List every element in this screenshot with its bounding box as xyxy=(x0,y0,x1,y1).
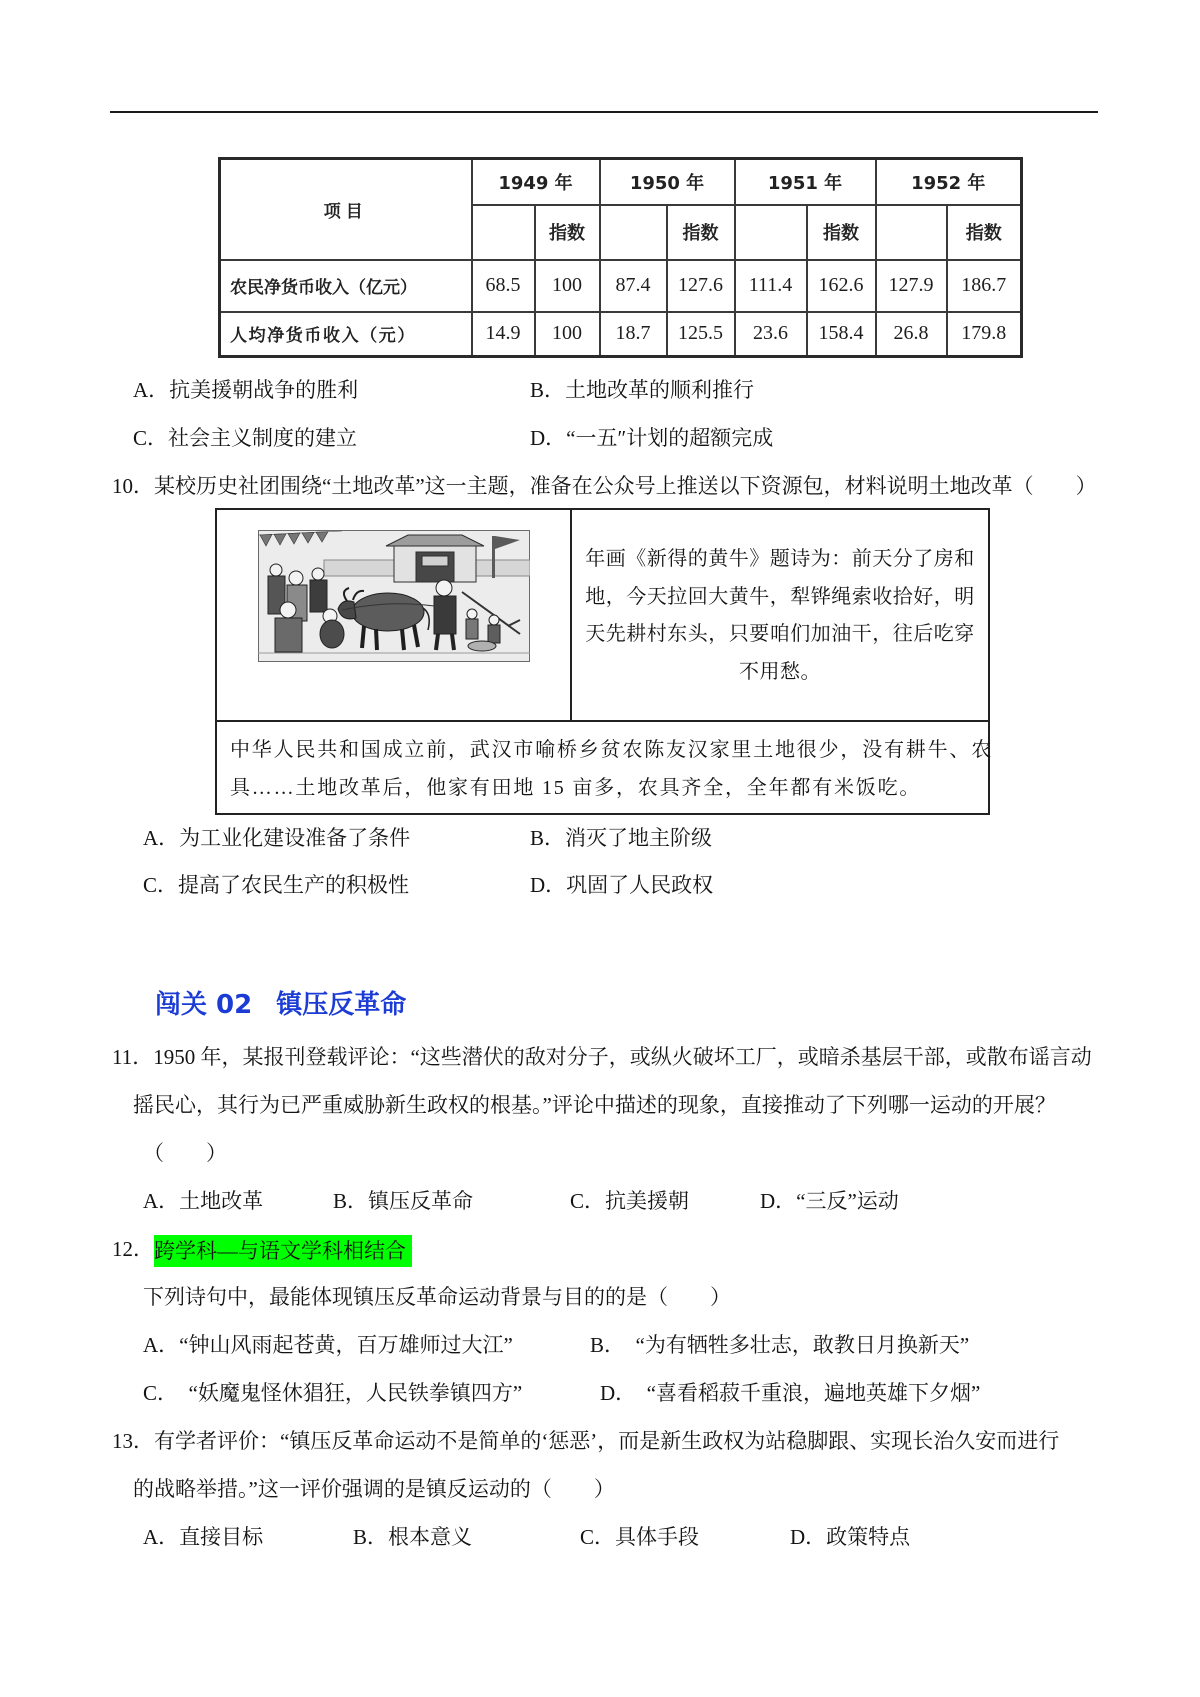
q10-option-c: C．提高了农民生产的积极性 xyxy=(143,873,410,897)
index-subheader: 指数 xyxy=(807,205,876,260)
material-account-cell xyxy=(217,722,993,813)
q11-answer-blank: （ ） xyxy=(143,1141,227,1165)
income-table xyxy=(218,157,1023,358)
table-cell: 68.5 xyxy=(472,260,535,312)
q10-stem: 10．某校历史社团围绕“土地改革”这一主题，准备在公众号上推送以下资源包，材料说明土地改革（ ） xyxy=(112,474,1097,498)
q9-option-c: C．社会主义制度的建立 xyxy=(133,426,358,450)
table-cell: 26.8 xyxy=(876,312,947,357)
q13-option-a: A．直接目标 xyxy=(143,1525,264,1549)
table-cell: 158.4 xyxy=(807,312,876,357)
blank-subheader xyxy=(735,205,807,260)
table-cell: 127.9 xyxy=(876,260,947,312)
cross-subject-tag: 跨学科—与语文学科相结合 xyxy=(154,1235,412,1267)
account-line: 中华人民共和国成立前，武汉市喻桥乡贫农陈友汉家里土地很少，没有耕牛、农 xyxy=(230,739,993,761)
table-cell: 100 xyxy=(535,312,600,357)
row-label: 农民净货币收入（亿元） xyxy=(220,260,472,312)
section-title: 镇压反革命 xyxy=(276,990,407,1020)
q9-option-d: D．“一五″计划的超额完成 xyxy=(530,426,774,450)
table-header-row xyxy=(220,159,1022,205)
account-line: 具……土地改革后，他家有田地 15 亩多，农具齐全，全年都有米饭吃。 xyxy=(230,777,922,799)
item-header: 项目 xyxy=(220,159,472,260)
row-label: 人均净货币收入（元） xyxy=(220,312,472,357)
table-cell: 127.6 xyxy=(667,260,735,312)
q11-option-d: D．“三反”运动 xyxy=(760,1189,899,1213)
q12-option-d: D． “喜看稻菽千重浪，遍地英雄下夕烟” xyxy=(600,1381,981,1405)
q13-stem-line: 的战略举措。”这一评价强调的是镇反运动的（ ） xyxy=(133,1477,615,1501)
blank-subheader xyxy=(472,205,535,260)
q11-option-a: A．土地改革 xyxy=(143,1189,264,1213)
table-cell: 162.6 xyxy=(807,260,876,312)
q12-option-a: A．“钟山风雨起苍黄，百万雄师过大江” xyxy=(143,1333,513,1357)
q13-stem-line: 13．有学者评价：“镇压反革命运动不是简单的‘惩恶’，而是新生政权为站稳脚跟、实现长治久安而进行 xyxy=(112,1429,1060,1453)
q12-option-c: C． “妖魔鬼怪休猖狂，人民铁拳镇四方” xyxy=(143,1381,523,1405)
material-top-row xyxy=(217,510,988,722)
table-cell: 87.4 xyxy=(600,260,667,312)
q11-stem-line: 摇民心，其行为已严重威胁新生政权的根基。”评论中描述的现象，直接推动了下列哪一运动的开展？ xyxy=(133,1093,1056,1117)
year-header-1951: 1951 年 xyxy=(735,159,876,205)
q12-stem: 下列诗句中，最能体现镇压反革命运动背景与目的的是（ ） xyxy=(143,1285,731,1309)
q10-option-d: D．巩固了人民政权 xyxy=(530,873,714,897)
index-subheader: 指数 xyxy=(667,205,735,260)
poem-line: 不用愁。 xyxy=(739,661,821,684)
section-heading xyxy=(155,985,406,1025)
table-cell: 125.5 xyxy=(667,312,735,357)
table-cell: 111.4 xyxy=(735,260,807,312)
poem-text xyxy=(572,541,988,692)
new-year-painting-image xyxy=(258,530,530,662)
material-image-cell xyxy=(217,510,572,720)
year-header-1949: 1949 年 xyxy=(472,159,600,205)
table-row xyxy=(220,260,1022,312)
poem-line: 年画《新得的黄牛》题诗为：前天分了房和 xyxy=(585,548,975,570)
q13-option-d: D．政策特点 xyxy=(790,1525,911,1549)
index-subheader: 指数 xyxy=(535,205,600,260)
question-number: 12． xyxy=(112,1237,154,1261)
header-rule xyxy=(110,111,1098,113)
table-cell: 23.6 xyxy=(735,312,807,357)
blank-subheader xyxy=(876,205,947,260)
table-cell: 186.7 xyxy=(947,260,1022,312)
q12-option-b: B． “为有牺牲多壮志，敢教日月换新天” xyxy=(590,1333,970,1357)
q12-header-line xyxy=(112,1225,412,1273)
q11-option-b: B．镇压反革命 xyxy=(333,1189,474,1213)
q10-material-box xyxy=(215,508,993,815)
section-label: 闯关 02 xyxy=(155,990,253,1020)
table-cell: 179.8 xyxy=(947,312,1022,357)
q11-option-c: C．抗美援朝 xyxy=(570,1189,690,1213)
q13-option-b: B．根本意义 xyxy=(353,1525,473,1549)
table-cell: 18.7 xyxy=(600,312,667,357)
gate-building xyxy=(386,535,484,582)
table-cell: 100 xyxy=(535,260,600,312)
year-header-1950: 1950 年 xyxy=(600,159,735,205)
blank-subheader xyxy=(600,205,667,260)
q9-option-a: A．抗美援朝战争的胜利 xyxy=(133,378,359,402)
q11-stem-line: 11．1950 年，某报刊登载评论：“这些潜伏的敌对分子，或纵火破坏工厂，或暗杀基层干部，或散布谣言动 xyxy=(112,1045,1092,1069)
table-row xyxy=(220,312,1022,357)
q9-option-b: B．土地改革的顺利推行 xyxy=(530,378,755,402)
q13-option-c: C．具体手段 xyxy=(580,1525,700,1549)
table-cell: 14.9 xyxy=(472,312,535,357)
poem-line: 地，今天拉回大黄牛，犁铧绳索收拾好，明 xyxy=(585,585,975,608)
q10-option-a: A．为工业化建设准备了条件 xyxy=(143,826,411,850)
poem-line: 天先耕村东头，只要咱们加油干，往后吃穿 xyxy=(585,623,975,646)
index-subheader: 指数 xyxy=(947,205,1022,260)
year-header-1952: 1952 年 xyxy=(876,159,1022,205)
account-text xyxy=(230,731,993,807)
material-poem-cell xyxy=(572,510,988,720)
q10-option-b: B．消灭了地主阶级 xyxy=(530,826,713,850)
